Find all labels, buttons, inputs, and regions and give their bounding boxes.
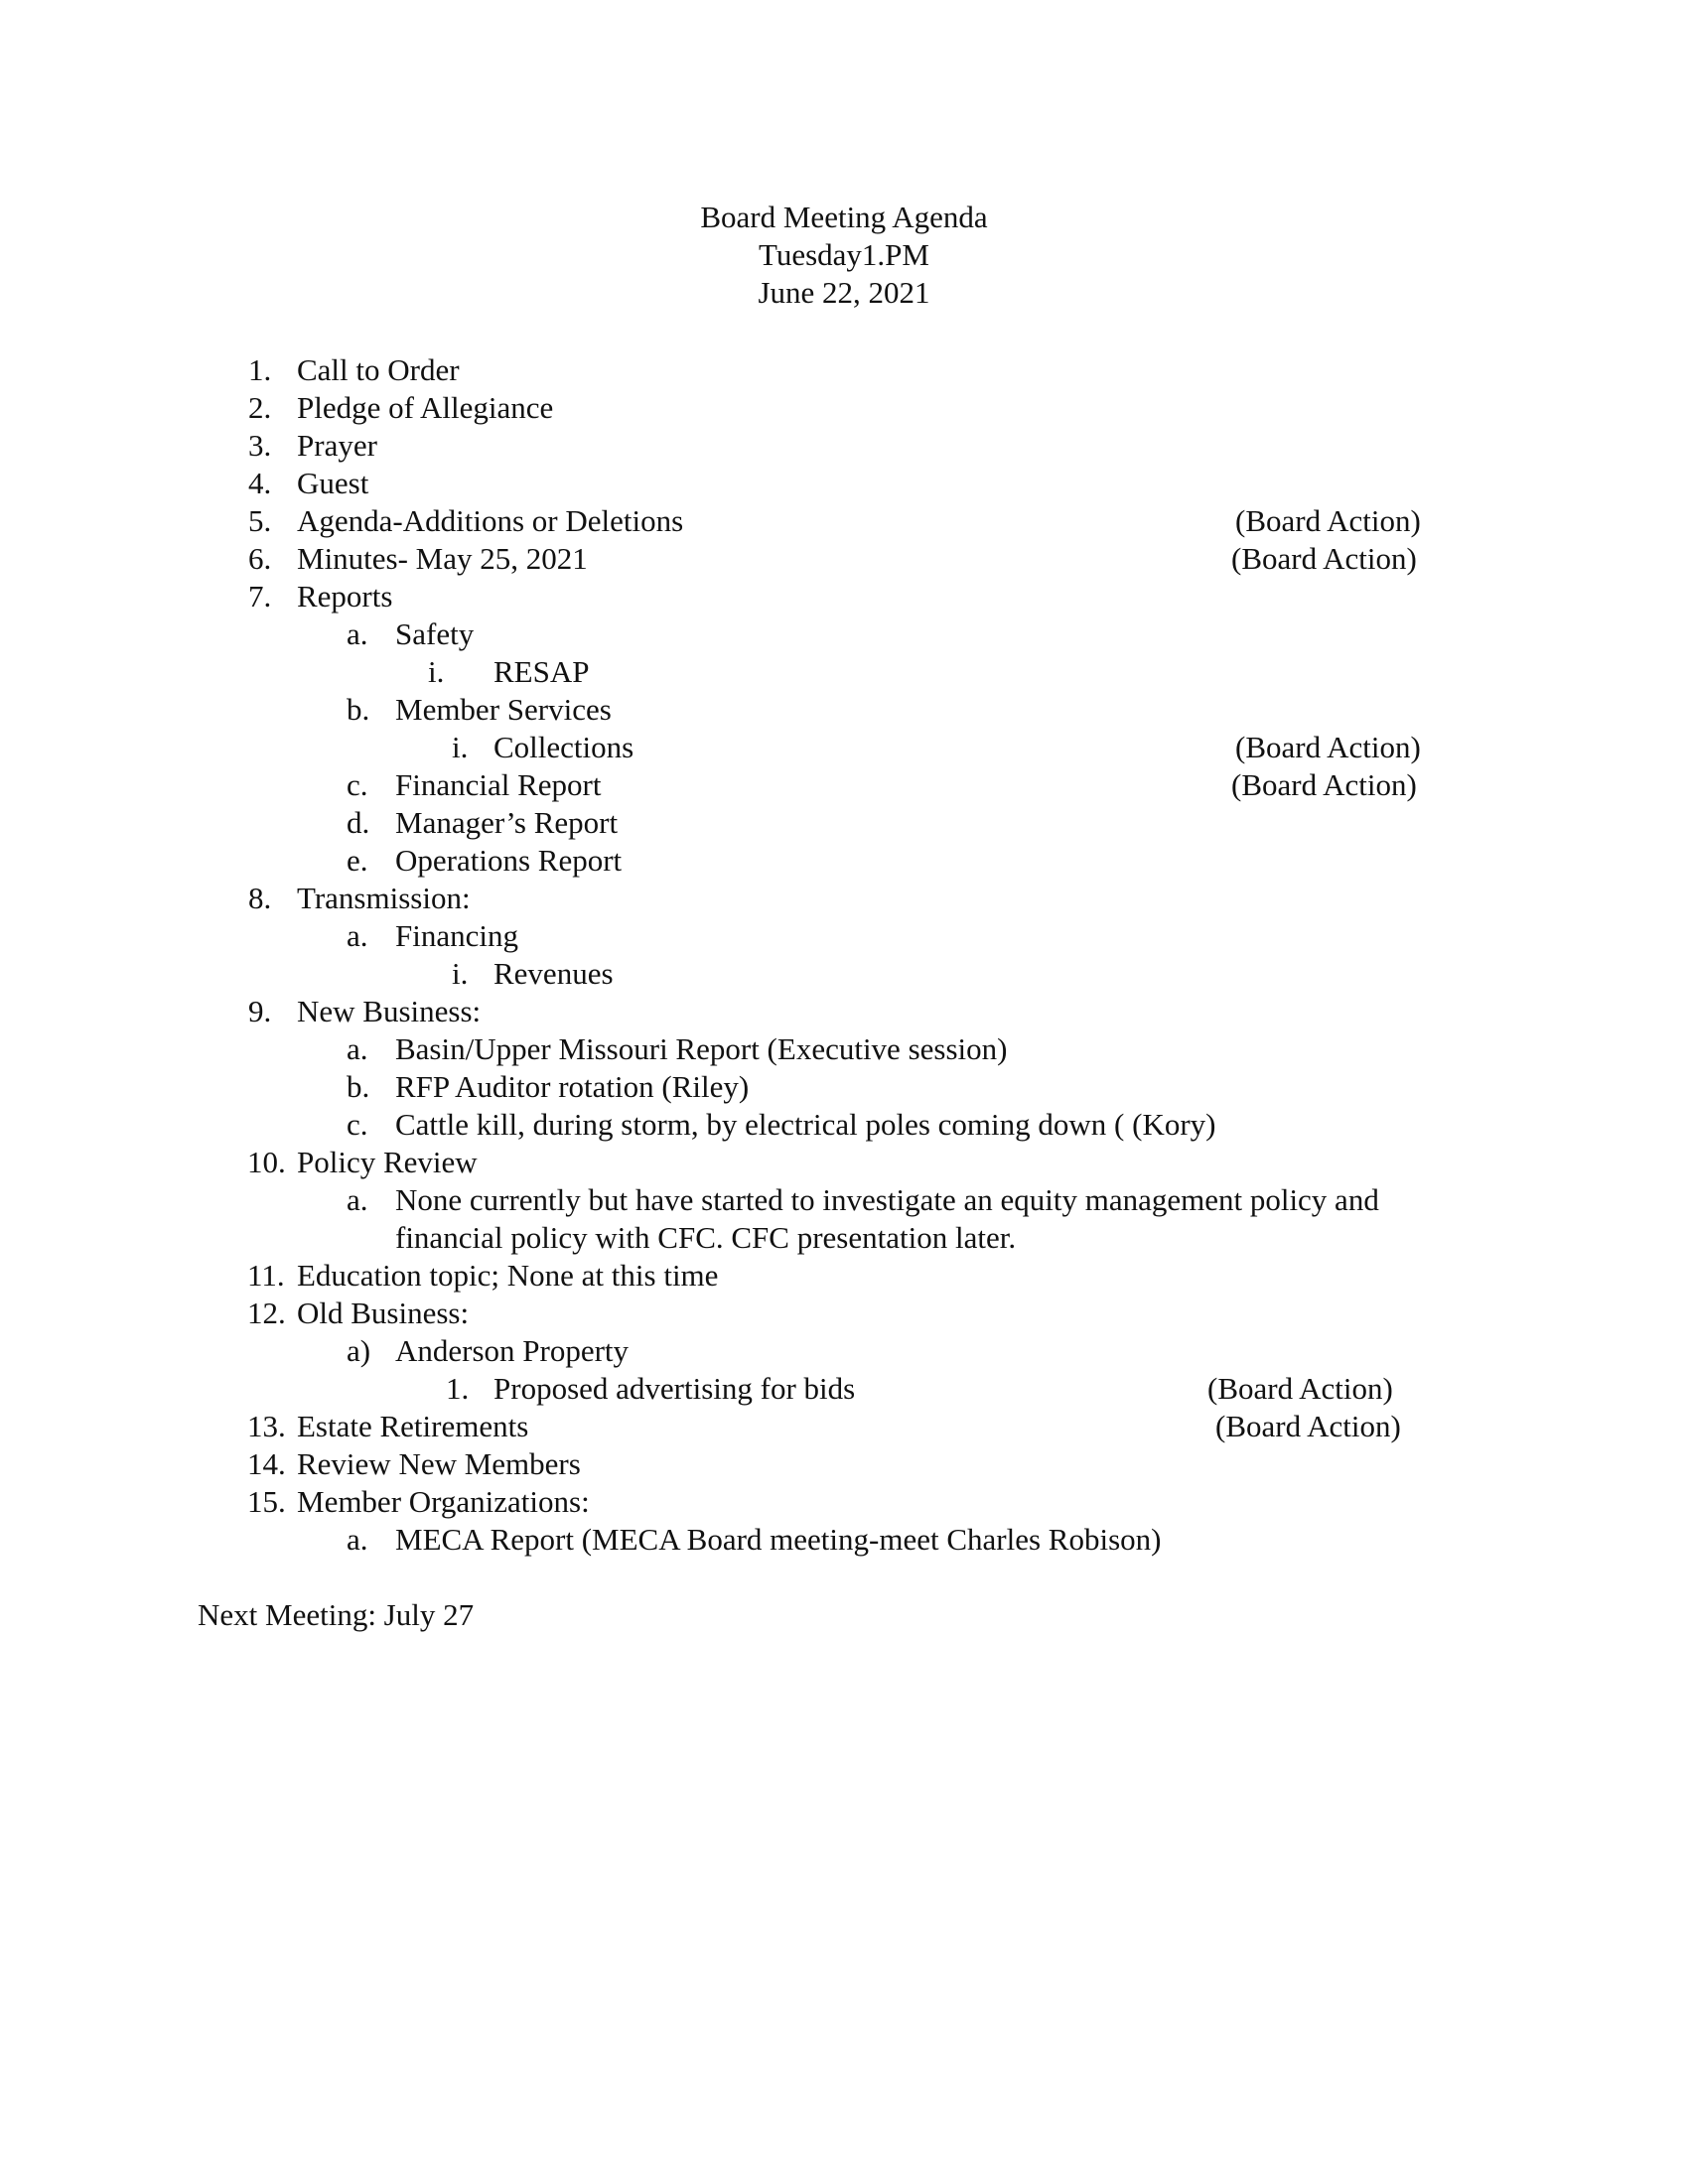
item-number: a) xyxy=(347,1333,371,1368)
item-number: i. xyxy=(452,956,469,991)
item-text: Education topic; None at this time xyxy=(297,1258,719,1293)
item-number: c. xyxy=(347,1107,368,1142)
item-number: d. xyxy=(347,805,370,840)
item-number: 9. xyxy=(248,994,272,1028)
item-number: e. xyxy=(347,843,368,878)
item-text: Guest xyxy=(297,466,369,500)
item-number: a. xyxy=(347,616,368,651)
item-number: b. xyxy=(347,692,370,727)
item-number: 3. xyxy=(248,428,272,463)
item-number: 1. xyxy=(248,352,272,387)
item-number: a. xyxy=(347,918,368,953)
item-text: Manager’s Report xyxy=(395,805,619,840)
item-text: Minutes- May 25, 2021 xyxy=(297,541,588,576)
item-number: a. xyxy=(347,1522,368,1557)
meeting-date: June 22, 2021 xyxy=(758,275,930,310)
item-text: Call to Order xyxy=(297,352,460,387)
item-number: i. xyxy=(428,654,445,689)
item-text: Agenda-Additions or Deletions xyxy=(297,503,684,538)
item-text: financial policy with CFC. CFC presentation later. xyxy=(395,1220,1017,1255)
item-number: 6. xyxy=(248,541,272,576)
item-text: RFP Auditor rotation (Riley) xyxy=(395,1069,750,1104)
item-text: Pledge of Allegiance xyxy=(297,390,554,425)
item-text: New Business: xyxy=(297,994,482,1028)
item-number: 12. xyxy=(247,1296,286,1330)
item-text: Cattle kill, during storm, by electrical poles coming down ( (Kory) xyxy=(395,1107,1216,1142)
board-action-label: (Board Action) xyxy=(1231,767,1417,802)
board-action-label: (Board Action) xyxy=(1207,1371,1393,1406)
agenda-header xyxy=(0,199,1688,312)
item-text: RESAP xyxy=(493,654,590,689)
item-text: Policy Review xyxy=(297,1145,478,1179)
item-number: i. xyxy=(452,730,469,764)
item-text: None currently but have started to investigate an equity management policy and xyxy=(395,1182,1379,1217)
item-text: Anderson Property xyxy=(395,1333,630,1368)
item-number: a. xyxy=(347,1182,368,1217)
board-action-label: (Board Action) xyxy=(1215,1409,1401,1443)
item-text: Revenues xyxy=(493,956,614,991)
item-text: Prayer xyxy=(297,428,377,463)
item-number: 5. xyxy=(248,503,272,538)
agenda-title: Board Meeting Agenda xyxy=(700,200,988,234)
item-number: 10. xyxy=(247,1145,286,1179)
item-number: 11. xyxy=(247,1258,285,1293)
item-text: MECA Report (MECA Board meeting-meet Charles Robison) xyxy=(395,1522,1162,1557)
item-text: Proposed advertising for bids xyxy=(493,1371,856,1406)
board-action-label: (Board Action) xyxy=(1231,541,1417,576)
item-text: Reports xyxy=(297,579,393,614)
item-text: Safety xyxy=(395,616,475,651)
item-text: Old Business: xyxy=(297,1296,470,1330)
item-number: 14. xyxy=(247,1446,286,1481)
item-number: 13. xyxy=(247,1409,286,1443)
item-text: Estate Retirements xyxy=(297,1409,529,1443)
item-number: 2. xyxy=(248,390,272,425)
board-action-label: (Board Action) xyxy=(1235,730,1421,764)
item-number: c. xyxy=(347,767,368,802)
item-text: Member Services xyxy=(395,692,612,727)
item-number: b. xyxy=(347,1069,370,1104)
item-number: 15. xyxy=(247,1484,286,1519)
next-meeting-text: Next Meeting: July 27 xyxy=(198,1597,475,1632)
item-number: 8. xyxy=(248,881,272,915)
item-number: a. xyxy=(347,1031,368,1066)
item-text: Financing xyxy=(395,918,518,953)
item-number: 4. xyxy=(248,466,272,500)
item-text: Operations Report xyxy=(395,843,623,878)
item-text: Review New Members xyxy=(297,1446,581,1481)
item-text: Collections xyxy=(493,730,634,764)
item-text: Financial Report xyxy=(395,767,602,802)
item-text: Transmission: xyxy=(297,881,471,915)
item-text: Member Organizations: xyxy=(297,1484,590,1519)
meeting-time: Tuesday1.PM xyxy=(759,237,929,272)
item-number: 7. xyxy=(248,579,272,614)
item-text: Basin/Upper Missouri Report (Executive session) xyxy=(395,1031,1008,1066)
item-number: 1. xyxy=(446,1371,470,1406)
board-action-label: (Board Action) xyxy=(1235,503,1421,538)
